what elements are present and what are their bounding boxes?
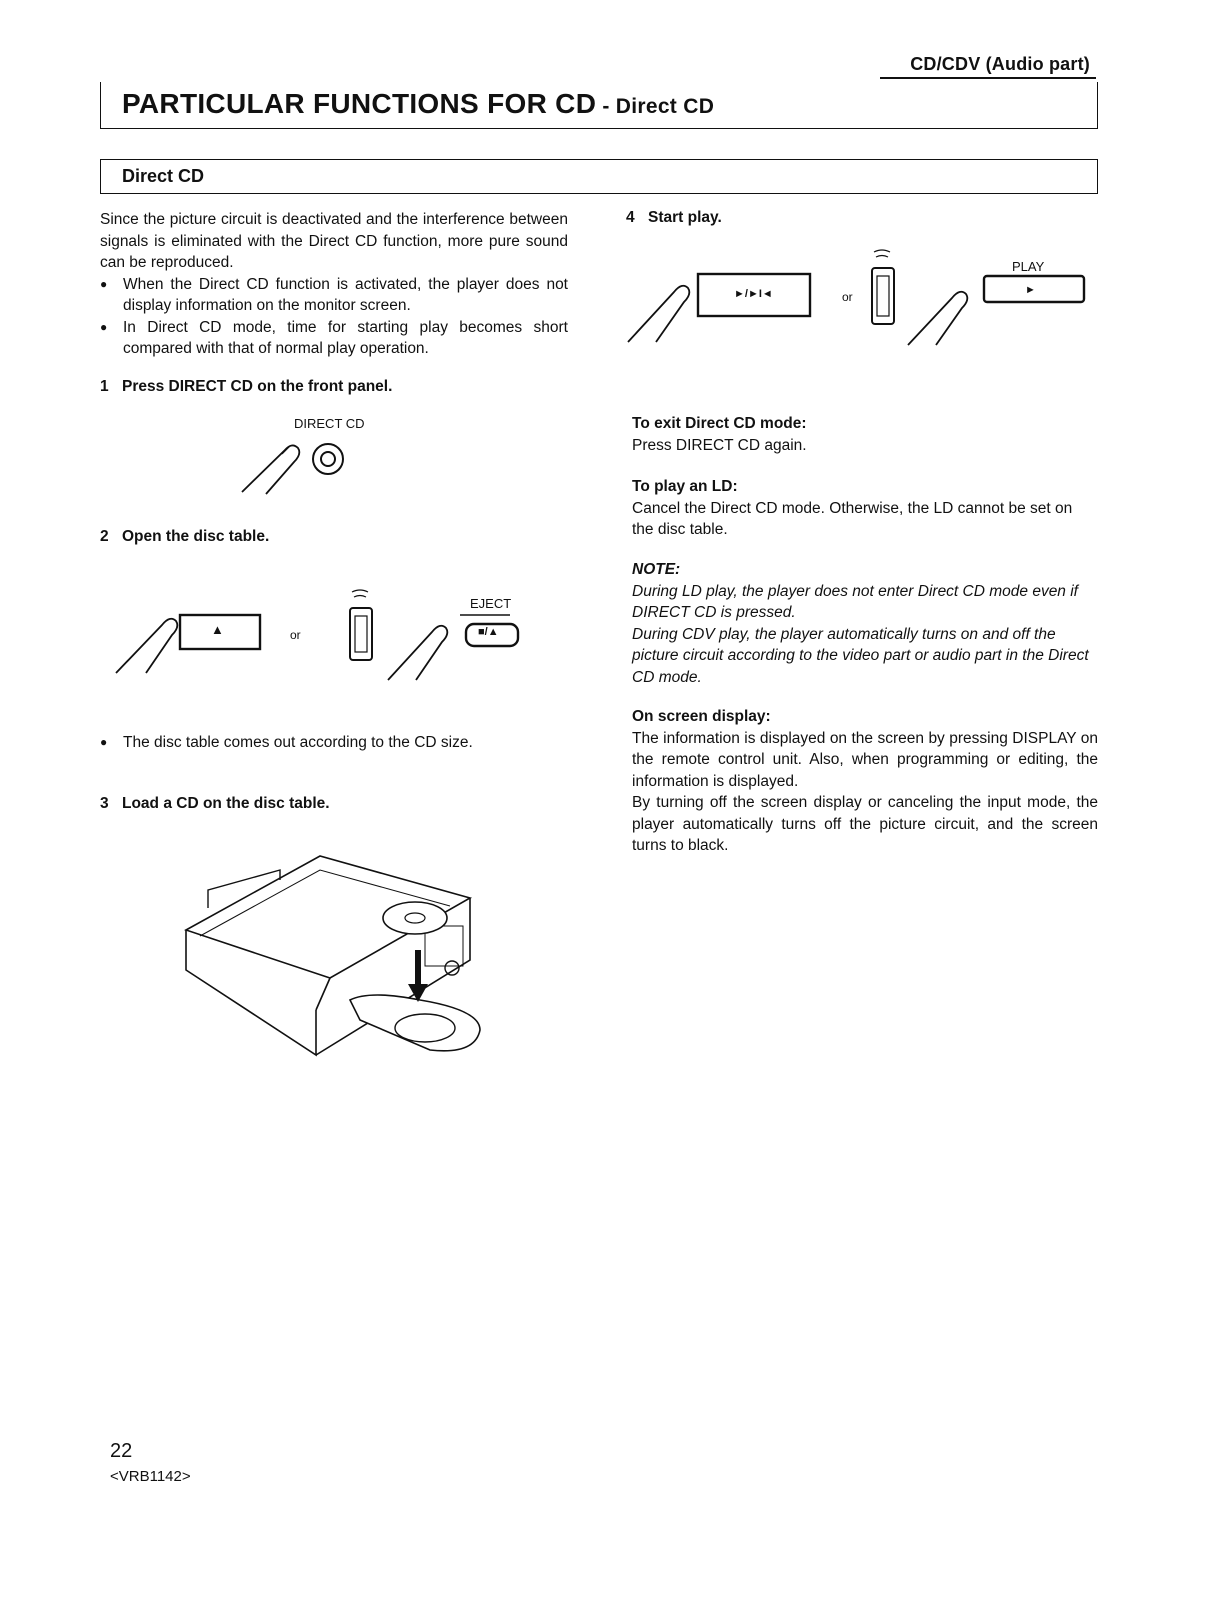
remote-control-icon	[862, 248, 902, 330]
on-screen-block	[632, 706, 1098, 857]
section-label: CD/CDV (Audio part)	[910, 54, 1090, 74]
intro-paragraph: Since the picture circuit is deactivated and the interference between signals is eliminated with the Direct CD function, more pure sound can be reproduced.	[100, 211, 568, 271]
page-title-main: PARTICULAR FUNCTIONS FOR CD	[122, 88, 597, 119]
step-4	[626, 209, 722, 227]
step-number: 2	[100, 528, 109, 545]
page-title	[122, 88, 714, 120]
step-number: 4	[626, 209, 635, 226]
play-symbol: ►	[1025, 284, 1036, 296]
section-title: Direct CD	[122, 166, 205, 186]
or-text: or	[842, 290, 853, 304]
on-screen-heading: On screen display:	[632, 708, 771, 725]
note-block	[632, 559, 1098, 688]
step-text: Start play.	[648, 209, 722, 226]
eject-label: EJECT	[470, 596, 512, 611]
step-number: 1	[100, 378, 109, 395]
intro-bullet: ● When the Direct CD function is activated, the player does not display information on the monitor screen.	[100, 274, 568, 317]
header-rule	[880, 77, 1096, 79]
finger-press-direct-cd-illustration	[230, 432, 360, 502]
intro-bullet: ● In Direct CD mode, time for starting play becomes short compared with that of normal play operation.	[100, 317, 568, 360]
step-1	[100, 378, 392, 396]
step-text: Press DIRECT CD on the front panel.	[122, 378, 393, 395]
disc-note	[100, 732, 473, 754]
stop-eject-symbol: ■/▲	[478, 626, 499, 638]
step-text: Open the disc table.	[122, 528, 270, 545]
note-line: During LD play, the player does not enter Direct CD mode even if DIRECT CD is pressed.	[632, 582, 1078, 621]
finger-press-eject-illustration	[110, 585, 270, 680]
exit-heading: To exit Direct CD mode:	[632, 415, 807, 432]
step-number: 3	[100, 795, 109, 812]
finger-press-remote-eject-illustration	[380, 600, 530, 690]
step-text: Load a CD on the disc table.	[122, 795, 330, 812]
exit-block	[632, 413, 1098, 456]
eject-button-symbol: ▲	[211, 622, 224, 637]
play-ld-heading: To play an LD:	[632, 478, 738, 495]
play-pause-symbol: ►/►I◄	[734, 288, 773, 300]
step-2	[100, 528, 269, 546]
exit-text: Press DIRECT CD again.	[632, 436, 807, 454]
direct-cd-label: DIRECT CD	[294, 416, 365, 431]
note-line: During CDV play, the player automatically turns on and off the picture circuit according to the video part or audio part in the Direct CD mode.	[632, 625, 1089, 686]
note-heading: NOTE:	[632, 561, 681, 578]
or-text: or	[290, 628, 301, 642]
play-label: PLAY	[1012, 259, 1045, 274]
disc-note-bullet: ● The disc table comes out according to the CD size.	[100, 732, 473, 754]
finger-press-remote-play-illustration	[900, 270, 1090, 350]
page-number: 22	[110, 1440, 133, 1462]
page-title-sub: - Direct CD	[596, 95, 715, 118]
player-loading-cd-illustration	[180, 850, 490, 1070]
section-frame	[100, 159, 1098, 194]
play-ld-text: Cancel the Direct CD mode. Otherwise, the LD cannot be set on the disc table.	[632, 499, 1073, 538]
finger-press-play-pause-illustration	[622, 262, 822, 352]
on-screen-text: The information is displayed on the screen by pressing DISPLAY on the remote control unit. Also, when programming or editing, the information is displayed.	[632, 729, 1098, 790]
document-code: <VRB1142>	[110, 1468, 191, 1485]
intro-block	[100, 209, 568, 360]
play-ld-block	[632, 476, 1098, 541]
step-3	[100, 795, 330, 813]
remote-control-icon	[340, 588, 380, 668]
on-screen-text: By turning off the screen display or canceling the input mode, the player automatically turns off the picture circuit, and the screen turns to black.	[632, 794, 1098, 854]
